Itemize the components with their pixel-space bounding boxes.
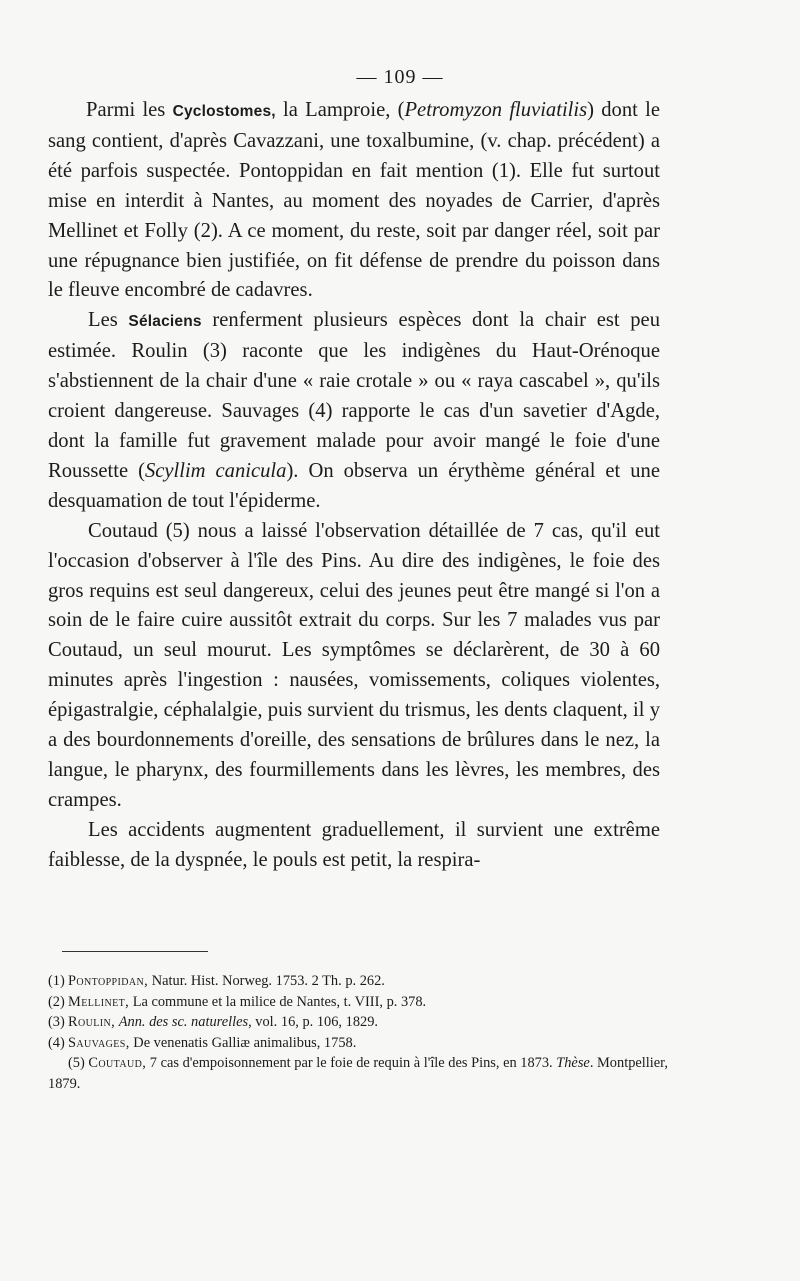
footnote-author: Roulin, [68, 1014, 116, 1031]
footnote-text: 7 cas d'empoisonnement par le foie de requin à l'île des Pins, en 1873. [146, 1055, 557, 1072]
footnote-number: (2) [48, 993, 65, 1010]
species-name: Petromyzon fluviatilis [404, 99, 588, 121]
text-run: ) dont le sang contient, d'après Cavazzani, une toxalbumine, (v. chap. précédent) a été parfois suspectée. Pontoppidan en fait mention (1). Elle fut surtout mise en interdit à Nantes, au moment des noyades de Carrier, d'après Mellinet et Folly (2). A ce moment, du reste, soit par danger réel, soit par une répugnance bien justifiée, on fit défense de prendre du poisson dans le fleuve encombré de cadavres. [48, 99, 660, 302]
footnote-text: La commune et la milice de Nantes, t. VIII, p. 378. [129, 993, 427, 1010]
species-name: Scyllim canicula [144, 459, 287, 482]
footnote-title: Ann. des sc. naturelles [118, 1014, 249, 1031]
footnote-author: Coutaud, [88, 1055, 147, 1072]
footnote-author: Pontoppidan, [68, 973, 149, 989]
footnote-text: Natur. Hist. Norweg. 1753. 2 Th. p. 262. [148, 973, 385, 989]
text-run: renferment plusieurs espèces dont la chair est peu estimée. Roulin (3) raconte que les indigènes du Haut-Orénoque s'abstiennent de la chair d'une « raie crotale » ou « raya cascabel », qu'ils croient dangereuse. Sauvages (4) rapporte le cas d'un savetier d'Agde, dont la famille fut gravement malade pour avoir mangé le foie d'une Roussette ( [48, 309, 660, 482]
footnote-number: (1) [48, 973, 65, 989]
paragraph [48, 517, 660, 816]
text-run: Les accidents augmentent graduellement, il survient une extrême faiblesse, de la dyspnée, le pouls est petit, la respira- [48, 818, 660, 871]
footnotes [48, 971, 670, 1095]
text-run: Les [88, 309, 129, 332]
paragraph [48, 96, 660, 306]
term-cyclostomes: Cyclostomes, [172, 103, 276, 120]
paragraph [48, 816, 660, 876]
footnote-separator [62, 951, 208, 952]
footnote-text: , vol. 16, p. 106, 1829. [248, 1014, 379, 1031]
text-run: Coutaud (5) nous a laissé l'observation détaillée de 7 cas, qu'il eut l'occasion d'observer à l'île des Pins. Au dire des indigènes, le foie des gros requins est seul dangereux, celui des jeunes peut être mangé si l'on a soin de le faire cuire aussitôt extrait du corps. Sur les 7 malades vus par Coutaud, un seul mourut. Les symptômes se déclarèrent, de 30 à 60 minutes après l'ingestion : nausées, vomissements, coliques violentes, épigastralgie, céphalalgie, puis survient du trismus, les dents claquent, il y a des bourdonnements d'oreille, des sensations de brûlures dans le nez, la langue, le pharynx, des fourmillements dans les lèvres, les membres, des crampes. [48, 519, 660, 811]
page-number: — 109 — [356, 66, 444, 88]
footnote-author: Mellinet, [68, 993, 130, 1010]
footnote-number: (5) [68, 1055, 85, 1072]
footnote-text: De venenatis Galliæ animalibus, 1758. [129, 1034, 357, 1051]
term-selaciens: Sélaciens [128, 313, 202, 331]
footnote [48, 971, 670, 992]
text-run: Parmi les [86, 99, 173, 121]
footnote-author: Sauvages, [68, 1034, 130, 1051]
footnote [48, 1033, 670, 1054]
footnote [48, 992, 670, 1013]
text-run: ). On observa un érythème général et une desquamation de tout l'épiderme. [48, 459, 660, 512]
main-text [48, 96, 660, 876]
footnote-number: (3) [48, 1014, 65, 1031]
footnote-text: . Montpellier, 1879. [48, 1055, 668, 1092]
footnote [48, 1053, 670, 1094]
paragraph [48, 306, 660, 516]
text-run: la Lamproie, ( [275, 99, 405, 121]
footnote-title: Thèse [556, 1055, 590, 1072]
footnote [48, 1012, 670, 1033]
footnote-number: (4) [48, 1034, 65, 1051]
